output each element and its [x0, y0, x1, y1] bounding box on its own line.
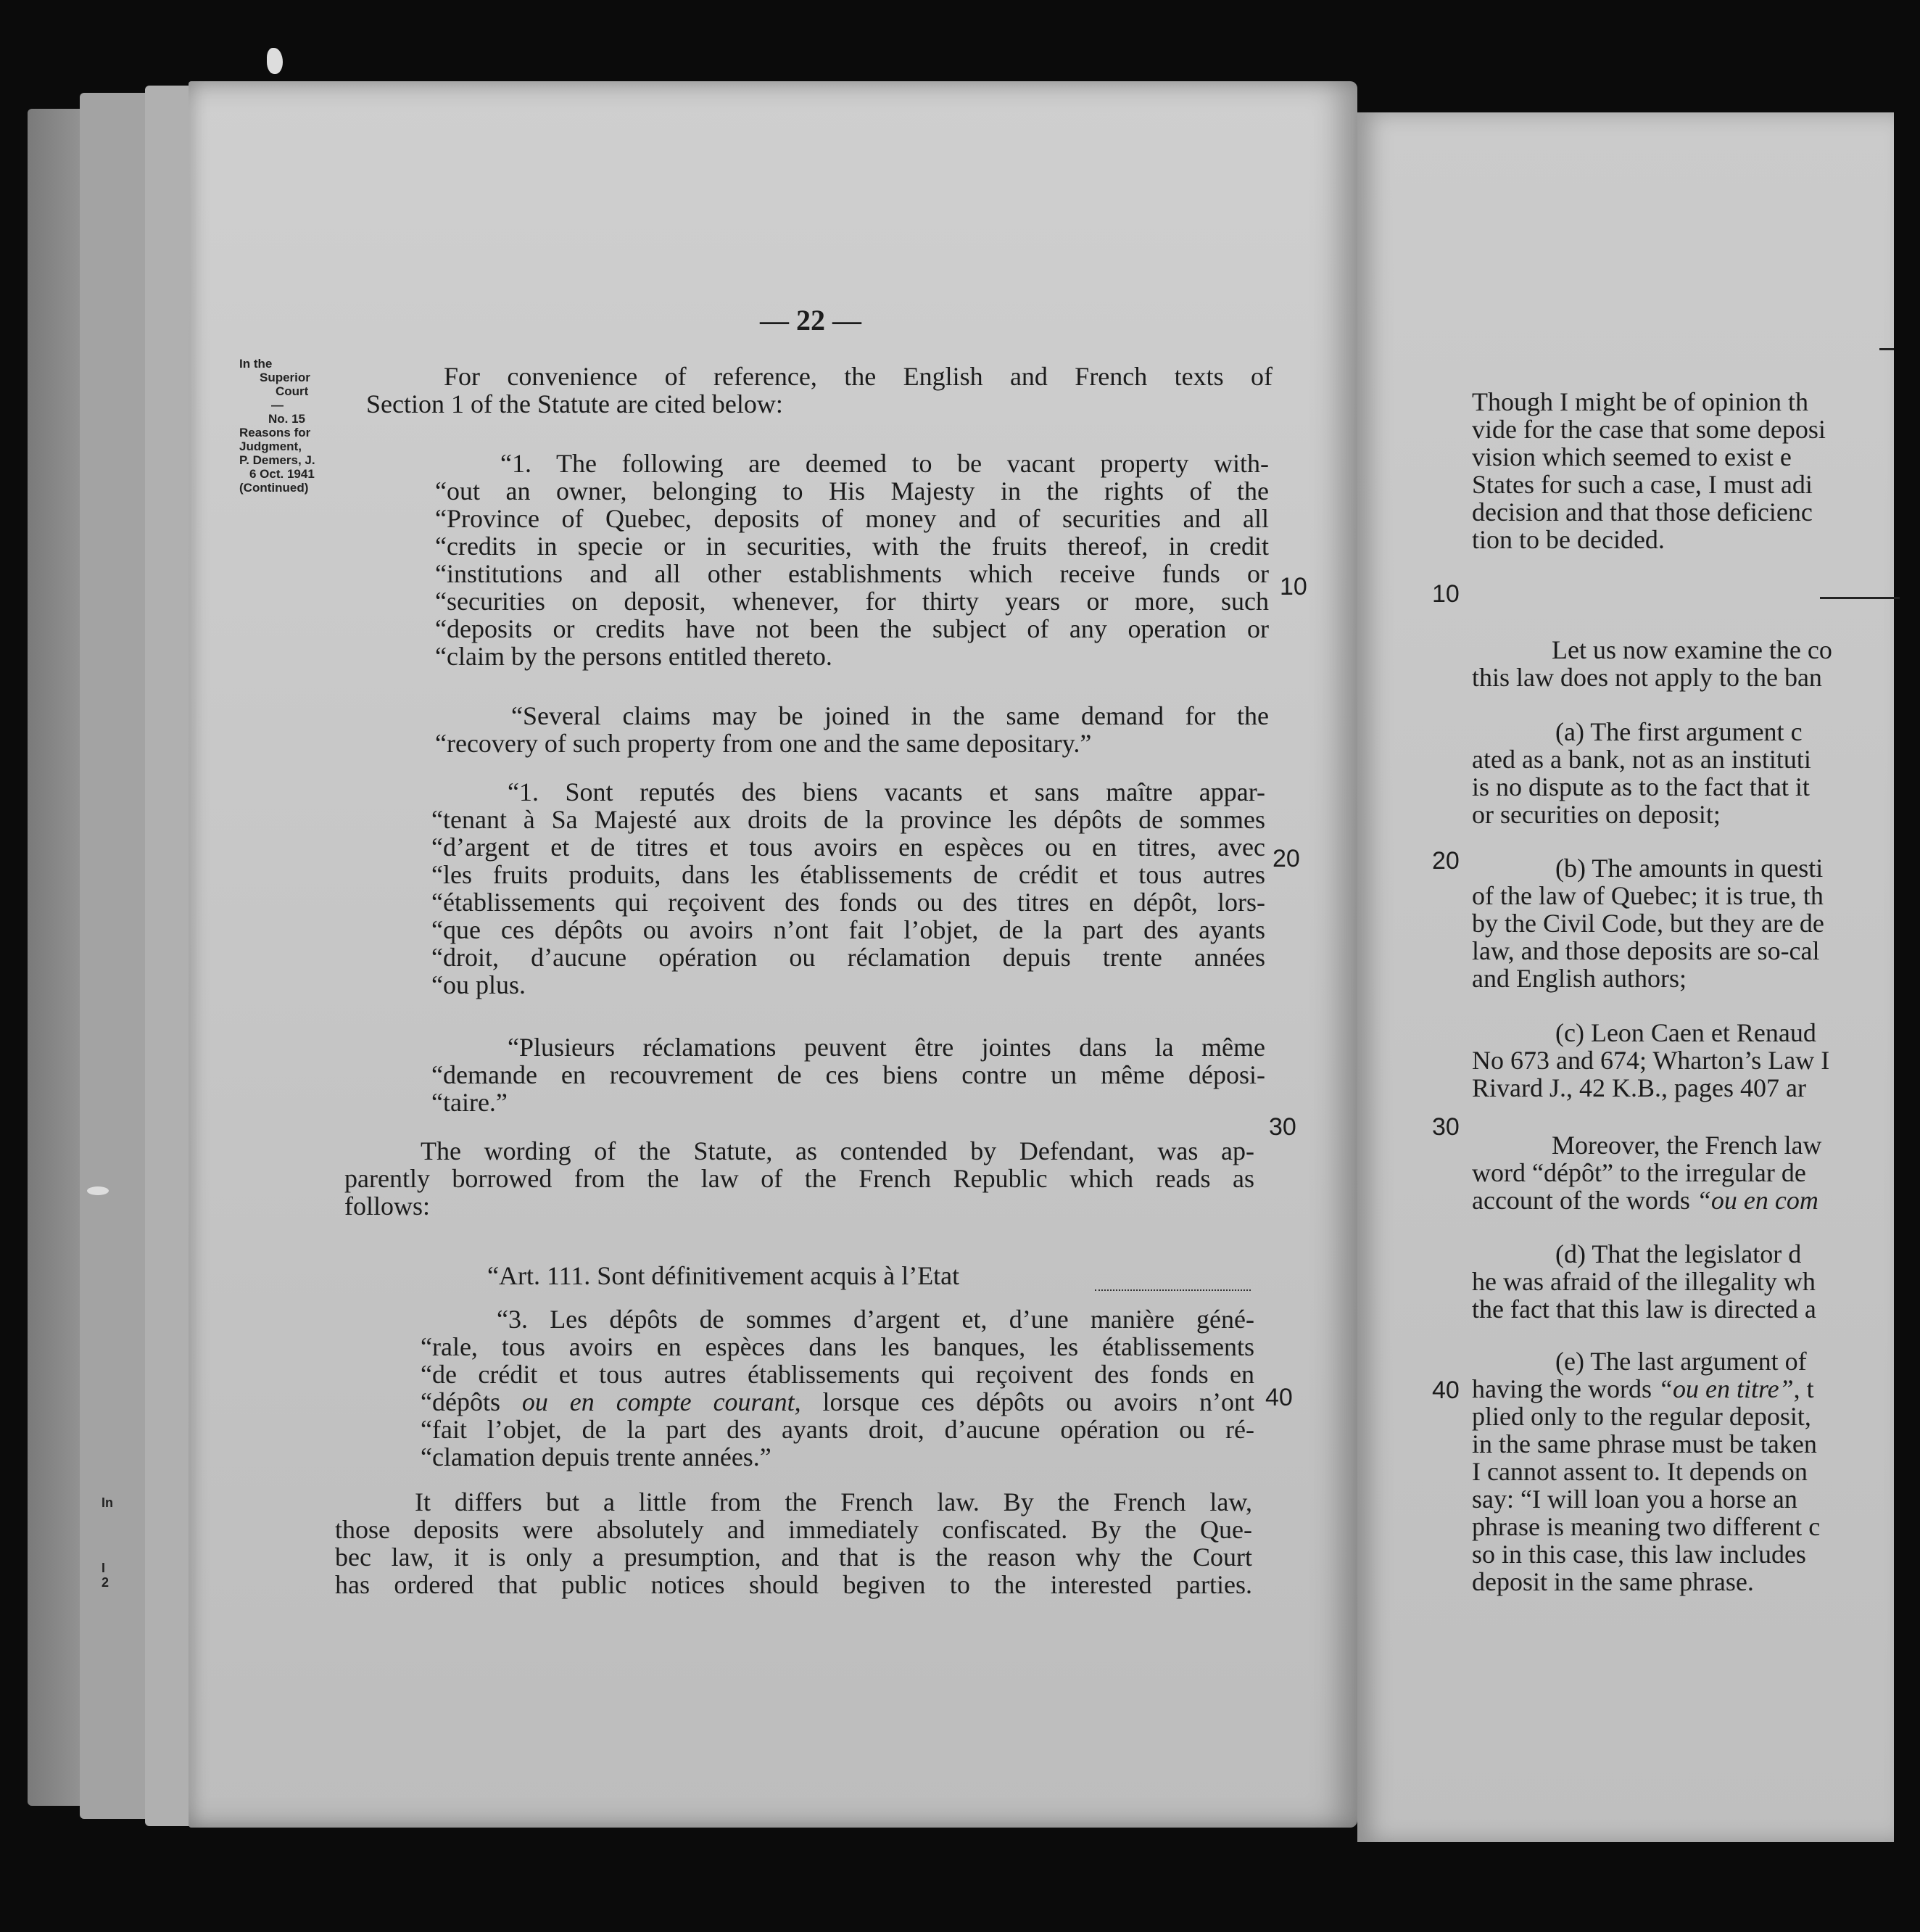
art-3-paragraph — [421, 1305, 1254, 1471]
text-line: by the Civil Code, but they are de — [1472, 909, 1824, 938]
text-line: “d’argent et de titres et tous avoirs en espèces ou en titres, avec — [431, 833, 1265, 862]
line-number: 40 — [1265, 1384, 1293, 1411]
text-line: (a) The first argument c — [1555, 717, 1803, 746]
margin-note-line: (Continued) — [239, 481, 309, 495]
text-line: tion to be decided. — [1472, 525, 1665, 554]
text-line: “1. Sont reputés des biens vacants et sans maître appar- — [508, 777, 1265, 806]
text-line: “clamation depuis trente années.” — [421, 1442, 771, 1471]
text-segment: lorsque ces dépôts ou avoirs n’ont — [800, 1387, 1254, 1416]
margin-note-line: Superior — [260, 371, 310, 384]
edge-fragment: 2 — [102, 1575, 109, 1590]
text-line: Though I might be of opinion th — [1472, 387, 1808, 416]
edge-fragment: In — [102, 1495, 113, 1510]
scan-speck — [267, 48, 283, 74]
text-line: bec law, it is only a presumption, and that is the reason why the Court — [335, 1543, 1252, 1572]
right-paragraph-d — [1472, 1240, 1816, 1323]
line-number: 10 — [1280, 573, 1307, 600]
right-paragraph-b — [1472, 854, 1824, 992]
french-section-2 — [431, 1033, 1265, 1116]
text-line: “claim by the persons entitled thereto. — [435, 642, 832, 671]
right-paragraph-a — [1472, 718, 1811, 828]
line-number: 20 — [1432, 847, 1460, 875]
text-line: of the law of Quebec; it is true, th — [1472, 881, 1824, 910]
text-line: Rivard J., 42 K.B., pages 407 ar — [1472, 1073, 1806, 1102]
text-line — [1472, 1186, 1821, 1214]
text-line: The wording of the Statute, as contended by Defendant, was ap- — [421, 1136, 1254, 1165]
text-line: say: “I will loan you a horse an — [1472, 1485, 1797, 1514]
differs-paragraph — [335, 1488, 1252, 1598]
right-paragraph-e — [1472, 1347, 1820, 1595]
text-line: (c) Leon Caen et Renaud — [1555, 1018, 1816, 1047]
text-line: “Province of Quebec, deposits of money and of securities and all — [435, 504, 1269, 533]
text-line: “securities on deposit, whenever, for thirty years or more, such — [435, 587, 1269, 616]
edge-fragment: I — [102, 1561, 106, 1575]
line-number: 40 — [1432, 1376, 1460, 1404]
text-line: “droit, d’aucune opération ou réclamation depuis trente années — [431, 943, 1265, 972]
italic-phrase: “ou en titre” — [1658, 1374, 1794, 1403]
italic-phrase: ou en compte courant, — [521, 1387, 801, 1416]
text-line: plied only to the regular deposit, — [1472, 1402, 1811, 1431]
right-paragraph-2 — [1472, 636, 1832, 691]
text-line: law, and those deposits are so-cal — [1472, 936, 1820, 965]
text-line: deposit in the same phrase. — [1472, 1567, 1754, 1596]
text-line: Let us now examine the co — [1552, 635, 1832, 664]
text-line: “out an owner, belonging to His Majesty in the rights of the — [435, 476, 1269, 505]
margin-note — [239, 357, 363, 495]
text-line: “de crédit et tous autres établissements qui reçoivent des fonds en — [421, 1360, 1254, 1389]
text-line: “rale, tous avoirs en espèces dans les banques, les établissements — [421, 1332, 1254, 1361]
text-line: (b) The amounts in questi — [1555, 854, 1824, 883]
text-line: (d) That the legislator d — [1555, 1239, 1802, 1268]
margin-note-line: Judgment, — [239, 439, 302, 453]
text-line: “Plusieurs réclamations peuvent être jointes dans la même — [508, 1033, 1265, 1062]
text-line: “que ces dépôts ou avoirs n’ont fait l’objet, de la part des ayants — [431, 915, 1265, 944]
text-segment: “dépôts — [421, 1387, 522, 1416]
right-paragraph-moreover — [1472, 1131, 1821, 1214]
text-line: “tenant à Sa Majesté aux droits de la province les dépôts de sommes — [431, 805, 1265, 834]
italic-phrase: “ou en com — [1696, 1186, 1818, 1215]
art-111-heading — [487, 1262, 959, 1289]
margin-note-line: P. Demers, J. — [239, 453, 315, 467]
text-line: vision which seemed to exist e — [1472, 442, 1792, 471]
right-paragraph-c — [1472, 1019, 1829, 1102]
english-section-1 — [435, 450, 1269, 670]
text-line: “Several claims may be joined in the same demand for the — [511, 701, 1269, 730]
text-line: “1. The following are deemed to be vacant property with- — [500, 449, 1269, 478]
text-line: is no dispute as to the fact that it — [1472, 772, 1810, 801]
scan-speck — [87, 1186, 109, 1195]
text-line: Section 1 of the Statute are cited below: — [366, 389, 783, 418]
text-line — [1472, 1375, 1820, 1403]
text-line: this law does not apply to the ban — [1472, 663, 1822, 692]
text-line: I cannot assent to. It depends on — [1472, 1457, 1808, 1486]
line-number: 10 — [1432, 580, 1460, 608]
line-number: 30 — [1269, 1113, 1296, 1141]
page-number: — 22 — — [760, 304, 861, 337]
margin-note-line: No. 15 — [268, 412, 306, 426]
text-line: “demande en recouvrement de ces biens contre un même déposi- — [431, 1060, 1265, 1089]
text-line: States for such a case, I must adi — [1472, 470, 1813, 499]
text-line: “deposits or credits have not been the subject of any operation or — [435, 614, 1269, 643]
text-line: “taire.” — [431, 1088, 508, 1117]
margin-note-line: — — [271, 398, 284, 412]
text-line: word “dépôt” to the irregular de — [1472, 1158, 1806, 1187]
english-section-2 — [435, 702, 1269, 757]
text-line: and English authors; — [1472, 964, 1687, 993]
intro-paragraph — [366, 363, 1273, 418]
text-line: so in this case, this law includes — [1472, 1540, 1806, 1569]
text-line: follows: — [344, 1192, 431, 1221]
text-line: those deposits were absolutely and immediately confiscated. By the Que- — [335, 1515, 1252, 1544]
margin-note-line: Reasons for — [239, 426, 311, 439]
margin-note-line: In the — [239, 357, 273, 371]
text-line: “recovery of such property from one and the same depositary.” — [435, 729, 1092, 758]
text-line — [421, 1388, 1254, 1416]
dotted-leader — [1095, 1289, 1251, 1291]
text-line: “3. Les dépôts de sommes d’argent et, d’une manière géné- — [497, 1305, 1254, 1334]
wording-paragraph — [344, 1137, 1254, 1220]
text-segment: having the words — [1472, 1374, 1658, 1403]
text-line: has ordered that public notices should begiven to the interested parties. — [335, 1570, 1252, 1599]
text-line: (e) The last argument of — [1555, 1347, 1807, 1376]
text-line: No 673 and 674; Wharton’s Law I — [1472, 1046, 1830, 1075]
text-line: phrase is meaning two different c — [1472, 1512, 1821, 1541]
text-line: Moreover, the French law — [1552, 1131, 1822, 1160]
margin-note-line: 6 Oct. 1941 — [249, 467, 315, 481]
line-number: 20 — [1273, 845, 1300, 872]
text-line: decision and that those deficienc — [1472, 498, 1813, 527]
text-line: “établissements qui reçoivent des fonds ou des titres en dépôt, lors- — [431, 888, 1265, 917]
text-line: “Art. 111. Sont définitivement acquis à l’Etat — [487, 1261, 960, 1290]
text-line: “ou plus. — [431, 970, 526, 999]
text-line: parently borrowed from the law of the French Republic which reads as — [344, 1164, 1254, 1193]
text-segment: , t — [1793, 1374, 1814, 1403]
text-line: the fact that this law is directed a — [1472, 1295, 1816, 1324]
right-paragraph-1 — [1472, 388, 1826, 553]
text-line: “les fruits produits, dans les établissements de crédit et tous autres — [431, 860, 1265, 889]
margin-note-line: Court — [276, 384, 309, 398]
text-line: vide for the case that some deposi — [1472, 415, 1826, 444]
text-line: ated as a bank, not as an instituti — [1472, 745, 1811, 774]
text-line: or securities on deposit; — [1472, 800, 1721, 829]
text-segment: account of the words — [1472, 1186, 1697, 1215]
line-number: 30 — [1432, 1113, 1460, 1141]
text-line: “fait l’objet, de la part des ayants droit, d’aucune opération ou ré- — [421, 1415, 1254, 1444]
french-section-1 — [431, 778, 1265, 999]
text-line: For convenience of reference, the English and French texts of — [444, 362, 1273, 391]
text-line: “institutions and all other establishments which receive funds or — [435, 559, 1269, 588]
text-line: It differs but a little from the French law. By the French law, — [415, 1487, 1252, 1516]
text-line: in the same phrase must be taken — [1472, 1429, 1817, 1458]
text-line: “credits in specie or in securities, with the fruits thereof, in credit — [435, 532, 1269, 561]
right-page-text-clip — [1472, 0, 1894, 1932]
text-line: he was afraid of the illegality wh — [1472, 1267, 1816, 1296]
